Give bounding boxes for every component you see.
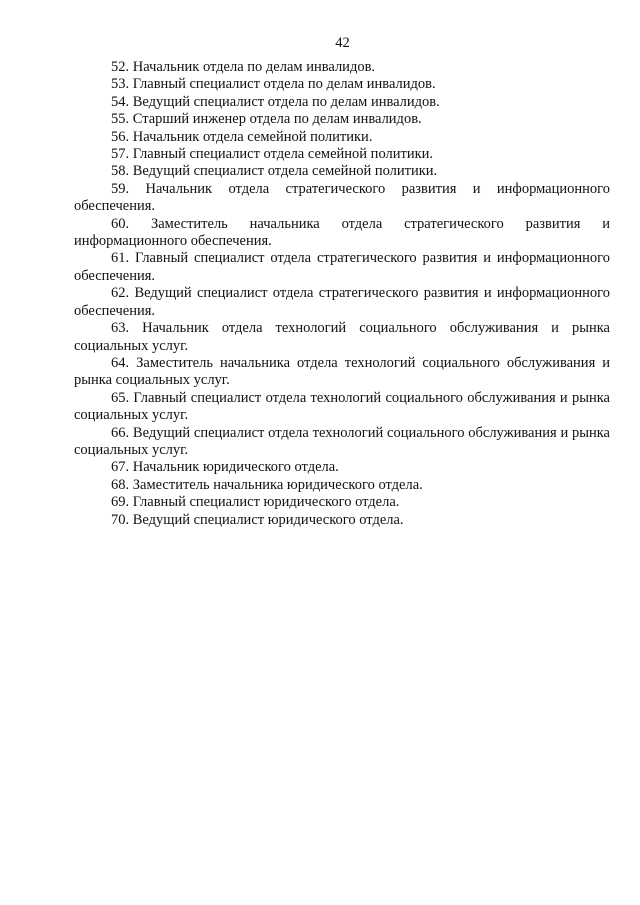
list-item: 66. Ведущий специалист отдела технологий социального обслуживания и рынка социальных услуг. [74,424,610,458]
list-item: 70. Ведущий специалист юридического отдела. [111,511,404,528]
list-item: 56. Начальник отдела семейной политики. [111,128,373,145]
list-item: 68. Заместитель начальника юридического отдела. [111,476,423,493]
list-item: 60. Заместитель начальника отдела стратегического развития и информационного обеспечения. [74,215,610,250]
list-item: 63. Начальник отдела технологий социального обслуживания и рынка социальных услуг. [74,320,610,354]
list-item: 58. Ведущий специалист отдела семейной политики. [111,163,438,180]
list-item: 52. Начальник отдела по делам инвалидов. [111,59,376,75]
list-item: 53. Главный специалист отдела по делам инвалидов. [111,76,436,93]
position-list [74,59,610,529]
list-item: 57. Главный специалист отдела семейной политики. [111,146,434,163]
list-item: 62. Ведущий специалист отдела стратегического развития и информационного обеспечения. [74,285,610,319]
list-item: 61. Главный специалист отдела стратегического развития и информационного обеспечения. [74,250,610,284]
list-item: 65. Главный специалист отдела технологий социального обслуживания и рынка социальных услуг. [74,389,610,424]
list-item: 59. Начальник отдела стратегического развития и информационного обеспечения. [74,180,610,215]
list-item: 64. Заместитель начальника отдела технологий социального обслуживания и рынка социальных услуг. [74,354,610,389]
list-item: 54. Ведущий специалист отдела по делам инвалидов. [111,93,440,110]
list-item: 55. Старший инженер отдела по делам инвалидов. [111,111,422,128]
page-number: 42 [335,35,350,51]
list-item: 69. Главный специалист юридического отдела. [111,494,400,511]
list-item: 67. Начальник юридического отдела. [111,459,339,476]
